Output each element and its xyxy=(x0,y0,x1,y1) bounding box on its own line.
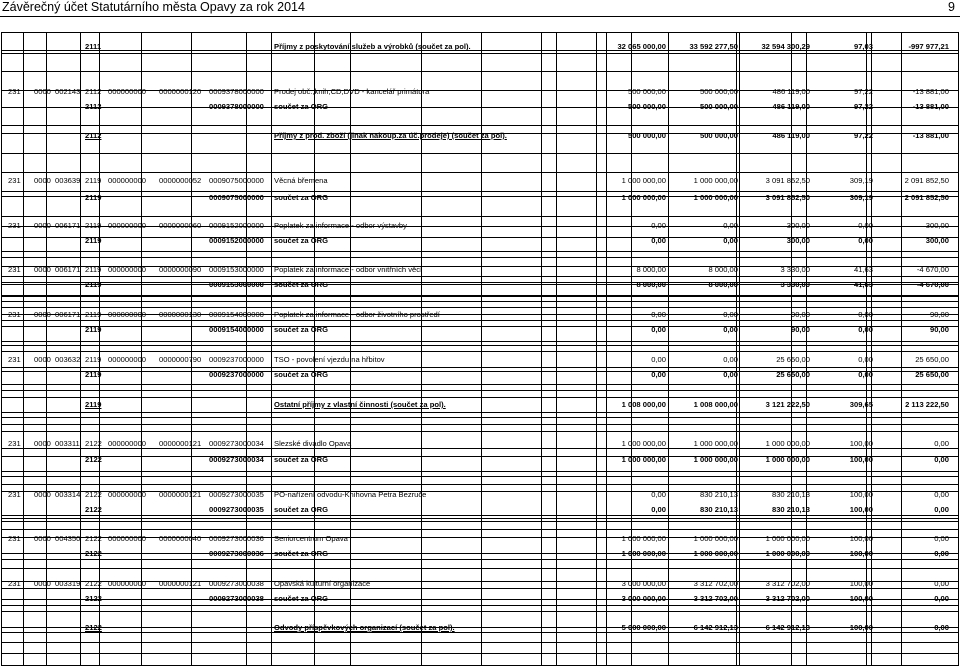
approved-budget-cell: 1 000 000,00 xyxy=(621,549,666,558)
paragraph-code-cell: 002143 xyxy=(55,87,81,96)
description-cell: součet za ORG xyxy=(274,193,329,202)
grid-hline xyxy=(1,153,959,154)
item-code-cell: 2122 xyxy=(85,579,102,588)
description-cell: součet za ORG xyxy=(274,455,329,464)
approved-budget-cell: 500 000,00 xyxy=(627,87,666,96)
fulfilment-percent-cell: 309,19 xyxy=(849,176,873,185)
difference-cell: 0,00 xyxy=(934,439,949,448)
subitem-code-cell: 0000000120 xyxy=(159,87,202,96)
adjusted-budget-cell: 1 000 000,00 xyxy=(693,455,738,464)
fulfilment-percent-cell: 97,03 xyxy=(853,42,873,51)
approved-budget-cell: 0,00 xyxy=(651,310,666,319)
actual-amount-cell: 25 650,00 xyxy=(776,370,810,379)
org-code-cell: 0009154000000 xyxy=(209,325,264,334)
account-code-cell: 231 xyxy=(8,579,21,588)
adjusted-budget-cell: 0,00 xyxy=(723,370,738,379)
item-code-cell: 2122 xyxy=(85,623,102,632)
org-code-cell: 0009273000034 xyxy=(209,439,264,448)
approved-budget-cell: 1 000 000,00 xyxy=(621,193,666,202)
grid-hline xyxy=(1,71,959,72)
item-code-cell: 2119 xyxy=(85,355,102,364)
item-total-row xyxy=(1,396,959,414)
description-cell: Příjmy z poskytování služeb a výrobků (součet za pol). xyxy=(274,42,471,51)
item-code-cell: 2122 xyxy=(85,534,102,543)
approved-budget-cell: 500 000,00 xyxy=(627,131,666,140)
actual-amount-cell: 90,00 xyxy=(790,310,810,319)
description-cell: součet za ORG xyxy=(274,325,329,334)
org-code-cell: 0009273000034 xyxy=(209,455,264,464)
item-code-cell: 2122 xyxy=(85,549,102,558)
grid-hline xyxy=(1,384,959,385)
difference-cell: 2 091 852,50 xyxy=(904,193,949,202)
org-code-cell: 0009378000000 xyxy=(209,102,264,111)
item-code-cell: 2122 xyxy=(85,490,102,499)
actual-amount-cell: 6 142 912,13 xyxy=(765,623,810,632)
description-cell: Poplatek za informace - odbor výstavby xyxy=(274,221,407,230)
actual-amount-cell: 300,00 xyxy=(786,221,810,230)
approved-budget-cell: 8 000,00 xyxy=(636,280,666,289)
fulfilment-percent-cell: 41,63 xyxy=(853,265,873,274)
difference-cell: 300,00 xyxy=(925,221,949,230)
description-cell: součet za ORG xyxy=(274,280,329,289)
fulfilment-percent-cell: 97,22 xyxy=(853,131,873,140)
difference-cell: -13 881,00 xyxy=(912,131,949,140)
fulfilment-percent-cell: 100,00 xyxy=(849,579,873,588)
adjusted-budget-cell: 500 000,00 xyxy=(699,102,738,111)
purpose-code-cell: 000000000 xyxy=(108,221,147,230)
item-total-row xyxy=(1,38,959,56)
org-code-cell: 0009378000000 xyxy=(209,87,264,96)
actual-amount-cell: 486 119,00 xyxy=(772,102,810,111)
subitem-code-cell: 0000000090 xyxy=(159,265,202,274)
actual-amount-cell: 1 000 000,00 xyxy=(765,455,810,464)
org-code-cell: 0009273000038 xyxy=(209,579,264,588)
org-subtotal-row xyxy=(1,98,959,116)
actual-amount-cell: 32 594 300,29 xyxy=(761,42,810,51)
description-cell: Opavská kulturní organizace xyxy=(274,579,371,588)
sector-code-cell: 0000 xyxy=(34,355,51,364)
adjusted-budget-cell: 6 142 912,13 xyxy=(693,623,738,632)
difference-cell: 0,00 xyxy=(934,490,949,499)
item-code-cell: 2122 xyxy=(85,455,102,464)
grid-hline xyxy=(1,476,959,477)
purpose-code-cell: 000000000 xyxy=(108,87,147,96)
grid-hline xyxy=(1,32,959,33)
org-code-cell: 0009075000000 xyxy=(209,176,264,185)
grid-hline xyxy=(1,521,959,522)
approved-budget-cell: 1 000 000,00 xyxy=(621,455,666,464)
actual-amount-cell: 3 330,00 xyxy=(780,265,810,274)
item-code-cell: 2122 xyxy=(85,594,102,603)
account-code-cell: 231 xyxy=(8,221,21,230)
org-code-cell: 0009153000000 xyxy=(209,265,264,274)
subitem-code-cell: 0000000060 xyxy=(159,221,202,230)
sector-code-cell: 0000 xyxy=(34,490,51,499)
item-code-cell: 2119 xyxy=(85,176,102,185)
org-code-cell: 0009075000000 xyxy=(209,193,264,202)
difference-cell: 2 113 222,50 xyxy=(905,400,949,409)
purpose-code-cell: 000000000 xyxy=(108,265,147,274)
subitem-code-cell: 0000000121 xyxy=(159,490,202,499)
item-code-cell: 2111 xyxy=(85,42,102,51)
sector-code-cell: 0000 xyxy=(34,310,51,319)
org-subtotal-row xyxy=(1,189,959,207)
adjusted-budget-cell: 500 000,00 xyxy=(699,131,738,140)
org-code-cell: 0009273000035 xyxy=(209,490,264,499)
grid-hline xyxy=(1,611,959,612)
approved-budget-cell: 32 065 000,00 xyxy=(617,42,666,51)
fulfilment-percent-cell: 0,00 xyxy=(858,236,873,245)
sector-code-cell: 0000 xyxy=(34,176,51,185)
difference-cell: -13 881,00 xyxy=(912,102,949,111)
adjusted-budget-cell: 0,00 xyxy=(723,355,738,364)
sector-code-cell: 0000 xyxy=(34,87,51,96)
description-cell: součet za ORG xyxy=(274,549,329,558)
adjusted-budget-cell: 0,00 xyxy=(723,236,738,245)
org-subtotal-row xyxy=(1,545,959,563)
sector-code-cell: 0000 xyxy=(34,534,51,543)
fulfilment-percent-cell: 0,00 xyxy=(858,370,873,379)
org-code-cell: 0009153000000 xyxy=(209,280,264,289)
fulfilment-percent-cell: 100,00 xyxy=(849,490,873,499)
grid-hline xyxy=(1,642,959,643)
actual-amount-cell: 1 000 000,00 xyxy=(765,534,810,543)
item-total-row xyxy=(1,619,959,637)
approved-budget-cell: 8 000,00 xyxy=(636,265,666,274)
adjusted-budget-cell: 33 592 277,50 xyxy=(689,42,738,51)
purpose-code-cell: 000000000 xyxy=(108,534,147,543)
paragraph-code-cell: 006171 xyxy=(55,310,81,319)
fulfilment-percent-cell: 0,00 xyxy=(858,355,873,364)
actual-amount-cell: 486 119,00 xyxy=(772,131,810,140)
account-code-cell: 231 xyxy=(8,176,21,185)
grid-hline xyxy=(1,296,959,297)
account-code-cell: 231 xyxy=(8,310,21,319)
account-code-cell: 231 xyxy=(8,534,21,543)
item-code-cell: 2119 xyxy=(85,280,102,289)
adjusted-budget-cell: 0,00 xyxy=(723,325,738,334)
difference-cell: 0,00 xyxy=(934,455,949,464)
budget-table xyxy=(1,32,959,666)
header-divider xyxy=(0,16,960,17)
approved-budget-cell: 1 000 000,00 xyxy=(621,534,666,543)
page-number: 9 xyxy=(948,0,955,14)
subitem-code-cell: 0000000121 xyxy=(159,439,202,448)
actual-amount-cell: 3 312 702,00 xyxy=(765,579,810,588)
purpose-code-cell: 000000000 xyxy=(108,355,147,364)
grid-hline xyxy=(1,431,959,432)
org-code-cell: 0009237000000 xyxy=(209,355,264,364)
difference-cell: -4 670,00 xyxy=(916,280,949,289)
difference-cell: -997 977,21 xyxy=(908,42,949,51)
item-code-cell: 2119 xyxy=(85,193,102,202)
account-code-cell: 231 xyxy=(8,355,21,364)
actual-amount-cell: 3 091 852,50 xyxy=(765,176,810,185)
difference-cell: 90,00 xyxy=(929,325,949,334)
item-code-cell: 2119 xyxy=(85,370,102,379)
adjusted-budget-cell: 8 000,00 xyxy=(708,265,738,274)
actual-amount-cell: 1 000 000,00 xyxy=(765,439,810,448)
approved-budget-cell: 3 000 000,00 xyxy=(621,579,666,588)
approved-budget-cell: 0,00 xyxy=(651,236,666,245)
description-cell: Odvody příspěvkových organizací (součet za pol). xyxy=(274,623,455,632)
difference-cell: 90,00 xyxy=(929,310,949,319)
adjusted-budget-cell: 1 000 000,00 xyxy=(693,549,738,558)
adjusted-budget-cell: 1 000 000,00 xyxy=(693,534,738,543)
document-title: Závěrečný účet Statutárního města Opavy za rok 2014 xyxy=(2,0,305,14)
grid-hline xyxy=(1,471,959,472)
purpose-code-cell: 000000000 xyxy=(108,310,147,319)
difference-cell: 2 091 852,50 xyxy=(904,176,949,185)
description-cell: Příjmy z prod. zboží (jinak nakoup.za úč.prodeje) (součet za pol). xyxy=(274,131,507,140)
approved-budget-cell: 5 000 000,00 xyxy=(621,623,666,632)
item-code-cell: 2119 xyxy=(85,221,102,230)
fulfilment-percent-cell: 100,00 xyxy=(849,534,873,543)
org-subtotal-row xyxy=(1,366,959,384)
purpose-code-cell: 000000000 xyxy=(108,439,147,448)
difference-cell: 25 650,00 xyxy=(915,355,949,364)
adjusted-budget-cell: 0,00 xyxy=(723,310,738,319)
paragraph-code-cell: 003319 xyxy=(55,579,81,588)
grid-hline xyxy=(1,568,959,569)
actual-amount-cell: 830 210,13 xyxy=(771,490,810,499)
difference-cell: 0,00 xyxy=(934,505,949,514)
org-code-cell: 0009273000036 xyxy=(209,549,264,558)
difference-cell: -13 881,00 xyxy=(912,87,949,96)
description-cell: Poplatek za informace - odbor životního prostředí xyxy=(274,310,440,319)
actual-amount-cell: 830 210,13 xyxy=(771,505,810,514)
account-code-cell: 231 xyxy=(8,87,21,96)
item-code-cell: 2112 xyxy=(85,87,102,96)
actual-amount-cell: 3 312 702,00 xyxy=(765,594,810,603)
paragraph-code-cell: 003314 xyxy=(55,490,81,499)
fulfilment-percent-cell: 0,00 xyxy=(858,310,873,319)
subitem-code-cell: 0000000790 xyxy=(159,355,202,364)
difference-cell: 0,00 xyxy=(934,534,949,543)
subitem-code-cell: 0000000040 xyxy=(159,534,202,543)
description-cell: součet za ORG xyxy=(274,102,329,111)
sector-code-cell: 0000 xyxy=(34,221,51,230)
description-cell: Věcná břemena xyxy=(274,176,328,185)
item-code-cell: 2112 xyxy=(85,131,102,140)
grid-hline xyxy=(1,484,959,485)
fulfilment-percent-cell: 100,00 xyxy=(849,439,873,448)
grid-hline xyxy=(1,341,959,342)
item-code-cell: 2119 xyxy=(85,265,102,274)
approved-budget-cell: 500 000,00 xyxy=(627,102,666,111)
table-row xyxy=(1,172,959,190)
description-cell: součet za ORG xyxy=(274,594,329,603)
grid-hline xyxy=(1,653,959,654)
description-cell: Poplatek za informace - odbor vnitřních věcí xyxy=(274,265,423,274)
org-subtotal-row xyxy=(1,276,959,294)
description-cell: součet za ORG xyxy=(274,236,329,245)
fulfilment-percent-cell: 309,19 xyxy=(849,193,873,202)
paragraph-code-cell: 003311 xyxy=(55,439,80,448)
approved-budget-cell: 0,00 xyxy=(651,355,666,364)
sector-code-cell: 0000 xyxy=(34,265,51,274)
adjusted-budget-cell: 500 000,00 xyxy=(699,87,738,96)
item-code-cell: 2119 xyxy=(85,400,102,409)
fulfilment-percent-cell: 0,00 xyxy=(858,325,873,334)
account-code-cell: 231 xyxy=(8,490,21,499)
actual-amount-cell: 486 119,00 xyxy=(772,87,810,96)
description-cell: PO-nařízení odvodu-Knihovna Petra Bezruče xyxy=(274,490,427,499)
org-subtotal-row xyxy=(1,321,959,339)
approved-budget-cell: 1 000 000,00 xyxy=(621,176,666,185)
approved-budget-cell: 0,00 xyxy=(651,505,666,514)
description-cell: Slezské divadlo Opava xyxy=(274,439,352,448)
account-code-cell: 231 xyxy=(8,265,21,274)
subitem-code-cell: 0000000052 xyxy=(159,176,202,185)
item-code-cell: 2119 xyxy=(85,325,102,334)
org-subtotal-row xyxy=(1,451,959,469)
adjusted-budget-cell: 1 000 000,00 xyxy=(693,439,738,448)
fulfilment-percent-cell: 0,00 xyxy=(858,221,873,230)
org-subtotal-row xyxy=(1,501,959,519)
fulfilment-percent-cell: 100,00 xyxy=(849,594,873,603)
grid-hline xyxy=(1,257,959,258)
fulfilment-percent-cell: 309,65 xyxy=(849,400,873,409)
purpose-code-cell: 000000000 xyxy=(108,579,147,588)
purpose-code-cell: 000000000 xyxy=(108,490,147,499)
description-cell: součet za ORG xyxy=(274,370,329,379)
org-code-cell: 0009273000035 xyxy=(209,505,264,514)
actual-amount-cell: 300,00 xyxy=(786,236,810,245)
grid-hline xyxy=(1,417,959,418)
org-code-cell: 0009273000038 xyxy=(209,594,264,603)
approved-budget-cell: 0,00 xyxy=(651,325,666,334)
fulfilment-percent-cell: 100,00 xyxy=(849,549,873,558)
adjusted-budget-cell: 3 312 702,00 xyxy=(693,594,738,603)
item-total-row xyxy=(1,127,959,145)
actual-amount-cell: 3 121 222,50 xyxy=(765,400,810,409)
org-code-cell: 0009152000000 xyxy=(209,236,264,245)
fulfilment-percent-cell: 97,22 xyxy=(853,102,873,111)
difference-cell: 300,00 xyxy=(925,236,949,245)
paragraph-code-cell: 003639 xyxy=(55,176,81,185)
page-header xyxy=(0,0,960,16)
actual-amount-cell: 25 650,00 xyxy=(776,355,810,364)
adjusted-budget-cell: 0,00 xyxy=(723,221,738,230)
org-code-cell: 0009273000036 xyxy=(209,534,264,543)
adjusted-budget-cell: 1 008 000,00 xyxy=(693,400,738,409)
paragraph-code-cell: 006171 xyxy=(55,265,81,274)
actual-amount-cell: 3 091 852,50 xyxy=(765,193,810,202)
grid-hline xyxy=(1,345,959,346)
actual-amount-cell: 1 000 000,00 xyxy=(765,549,810,558)
item-code-cell: 2119 xyxy=(85,236,102,245)
approved-budget-cell: 3 000 000,00 xyxy=(621,594,666,603)
grid-hline xyxy=(1,251,959,252)
paragraph-code-cell: 004350 xyxy=(55,534,81,543)
grid-hline xyxy=(1,301,959,302)
actual-amount-cell: 90,00 xyxy=(790,325,810,334)
adjusted-budget-cell: 8 000,00 xyxy=(708,280,738,289)
approved-budget-cell: 1 008 000,00 xyxy=(621,400,666,409)
paragraph-code-cell: 006171 xyxy=(55,221,81,230)
subitem-code-cell: 0000000130 xyxy=(159,310,202,319)
grid-hline xyxy=(1,125,959,126)
adjusted-budget-cell: 3 312 702,00 xyxy=(693,579,738,588)
grid-hline xyxy=(1,424,959,425)
difference-cell: 0,00 xyxy=(934,594,949,603)
approved-budget-cell: 1 000 000,00 xyxy=(621,439,666,448)
adjusted-budget-cell: 830 210,13 xyxy=(699,490,738,499)
org-code-cell: 0009237000000 xyxy=(209,370,264,379)
org-subtotal-row xyxy=(1,232,959,250)
description-cell: Seniorcentrum Opava xyxy=(274,534,348,543)
org-code-cell: 0009154000000 xyxy=(209,310,264,319)
difference-cell: 0,00 xyxy=(934,579,949,588)
purpose-code-cell: 000000000 xyxy=(108,176,147,185)
adjusted-budget-cell: 830 210,13 xyxy=(699,505,738,514)
difference-cell: -4 670,00 xyxy=(916,265,949,274)
sector-code-cell: 0000 xyxy=(34,579,51,588)
approved-budget-cell: 0,00 xyxy=(651,221,666,230)
description-cell: Ostatní příjmy z vlastní činnosti (součet za pol). xyxy=(274,400,446,409)
subitem-code-cell: 0000000121 xyxy=(159,579,202,588)
approved-budget-cell: 0,00 xyxy=(651,490,666,499)
approved-budget-cell: 0,00 xyxy=(651,370,666,379)
item-code-cell: 2122 xyxy=(85,505,102,514)
item-code-cell: 2119 xyxy=(85,310,102,319)
item-code-cell: 2112 xyxy=(85,102,102,111)
difference-cell: 25 650,00 xyxy=(915,370,949,379)
actual-amount-cell: 3 330,00 xyxy=(780,280,810,289)
fulfilment-percent-cell: 100,00 xyxy=(849,455,873,464)
description-cell: Prodej obč.,knih,CD,DVD - kancelář primátora xyxy=(274,87,430,96)
item-code-cell: 2122 xyxy=(85,439,102,448)
description-cell: součet za ORG xyxy=(274,505,329,514)
sector-code-cell: 0000 xyxy=(34,439,51,448)
adjusted-budget-cell: 1 000 000,00 xyxy=(693,176,738,185)
difference-cell: 0,00 xyxy=(934,623,949,632)
org-code-cell: 0009152000000 xyxy=(209,221,264,230)
account-code-cell: 231 xyxy=(8,439,21,448)
difference-cell: 0,00 xyxy=(934,549,949,558)
fulfilment-percent-cell: 100,00 xyxy=(849,623,873,632)
adjusted-budget-cell: 1 000 000,00 xyxy=(693,193,738,202)
grid-hline xyxy=(1,390,959,391)
fulfilment-percent-cell: 100,00 xyxy=(849,505,873,514)
description-cell: TSO - povolení vjezdu na hřbitov xyxy=(274,355,385,364)
org-subtotal-row xyxy=(1,590,959,608)
fulfilment-percent-cell: 41,63 xyxy=(853,280,873,289)
paragraph-code-cell: 003632 xyxy=(55,355,81,364)
fulfilment-percent-cell: 97,22 xyxy=(853,87,873,96)
